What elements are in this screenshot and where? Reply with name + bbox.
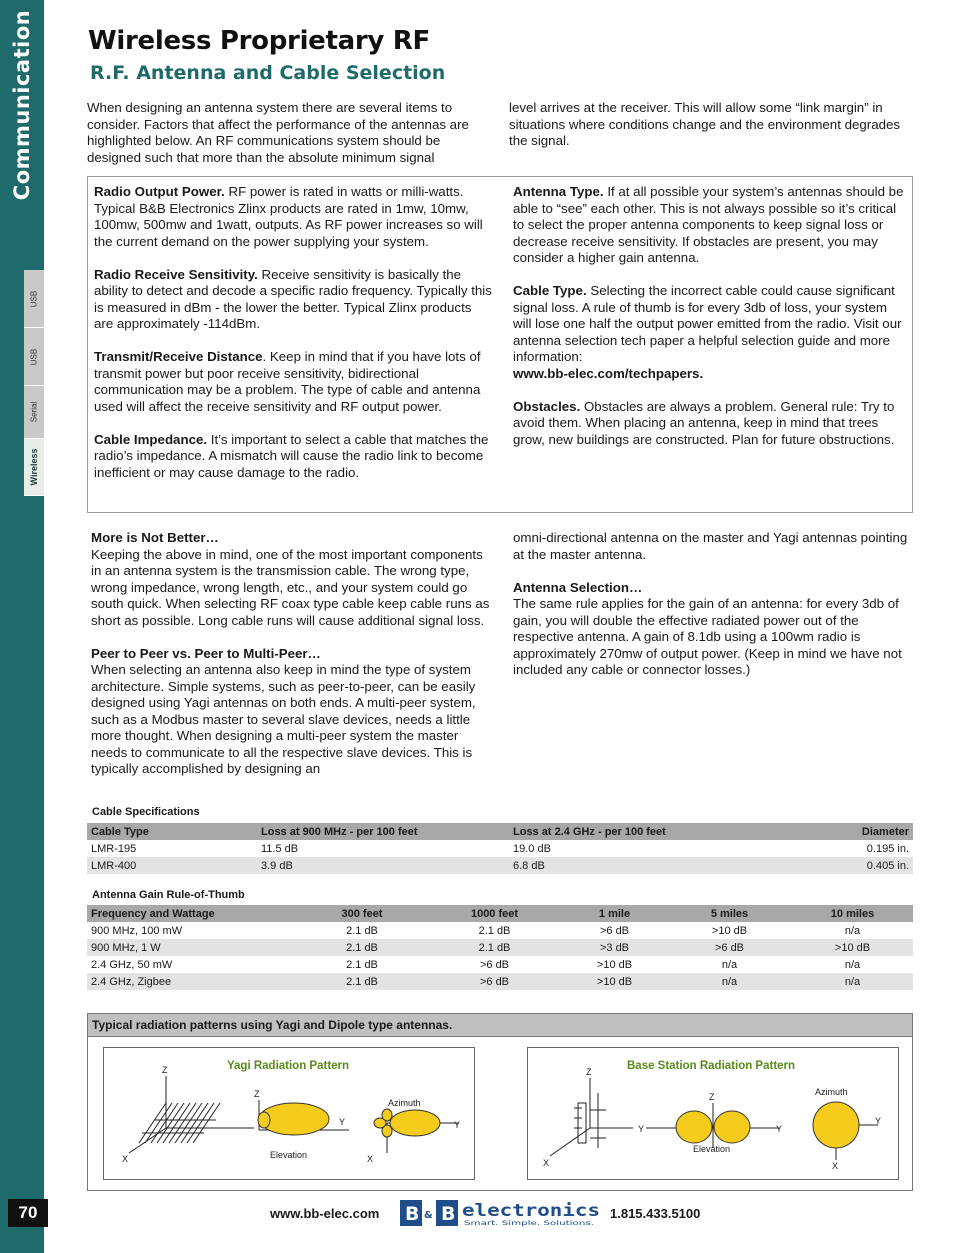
yagi-pattern-graphic (104, 1048, 474, 1179)
table-cell: 19.0 dB (513, 842, 551, 855)
yagi-z-label: Z (162, 1065, 168, 1075)
table-cell: 2.1 dB (297, 973, 427, 990)
base-z2-label: Z (709, 1092, 715, 1102)
table-row (87, 973, 913, 990)
factor-text: RF power is rated in watts or milli-watts. Typical B&B Electronics Zlinx products are rated in 1mw, 10mw, 100mw, 500mw and 1watt, outputs. As RF power increases so will the current demand on the power supplying your system. (94, 184, 483, 249)
column-header: Frequency and Wattage (87, 905, 297, 922)
table-cell: 3.9 dB (257, 857, 509, 874)
factor-label: Radio Receive Sensitivity. (94, 266, 258, 282)
logo-graphic (398, 1199, 603, 1227)
column-header: 1000 feet (427, 905, 562, 922)
table-cell: >6 dB (667, 939, 792, 956)
base-station-diagram (527, 1047, 899, 1180)
left-factor-1 (94, 267, 494, 333)
more-heading: More is Not Better… (91, 530, 219, 545)
yagi-y-label: Y (339, 1117, 346, 1127)
base-y3-label: Y (875, 1116, 882, 1126)
antenna-heading: Antenna Selection… (513, 579, 643, 595)
table-cell: LMR-400 (87, 857, 257, 874)
yagi-y2-label: Y (454, 1120, 461, 1130)
table-row (87, 840, 913, 857)
gain-table-header (87, 905, 913, 922)
gain-table (87, 905, 913, 990)
svg-text:&: & (424, 1210, 433, 1221)
gain-table-title: Antenna Gain Rule-of-Thumb (92, 889, 245, 901)
yagi-z2-label: Z (254, 1089, 260, 1099)
table-cell: n/a (792, 973, 913, 990)
table-cell: >6 dB (427, 973, 562, 990)
sidebar-tab-usb-1[interactable]: USB (24, 270, 44, 328)
svg-text:B: B (441, 1203, 456, 1225)
peer-continued: omni-directional antenna on the master and Yagi antennas pointing at the master antenna. (513, 530, 908, 562)
sidebar-tab-usb-2[interactable]: USB (24, 328, 44, 386)
factor-text: Receive sensitivity is basically the ability to detect and decode a specific radio frequency. Typically this is measured in dBm - the lower the better. Typical Zlinx products are approximately -114dBm. (94, 266, 492, 331)
left-factor-3 (94, 432, 494, 482)
cable-table-title: Cable Specifications (92, 806, 200, 818)
table-cell: 2.4 GHz, 50 mW (91, 958, 173, 971)
footer-phone: 1.815.433.5100 (610, 1206, 701, 1221)
table-cell: n/a (721, 958, 738, 971)
yagi-elevation-label: Elevation (270, 1150, 308, 1160)
table-cell: n/a (667, 973, 792, 990)
table-cell: 0.195 in. (866, 842, 909, 855)
sidebar-tab-wireless[interactable]: Wireless (24, 439, 44, 496)
base-y-label: Y (638, 1124, 645, 1134)
base-z-label: Z (586, 1067, 592, 1077)
page-title: Wireless Proprietary RF (88, 26, 430, 56)
page-number: 70 (8, 1199, 48, 1227)
yagi-x2-label: X (367, 1154, 374, 1164)
right-factor-2 (513, 399, 905, 449)
table-cell: 900 MHz, 100 mW (91, 924, 183, 937)
factors-left-column (94, 184, 494, 498)
factor-label: Radio Output Power. (94, 184, 225, 199)
base-y2-label: Y (776, 1124, 783, 1134)
table-cell: LMR-195 (91, 842, 137, 855)
svg-text:electronics: electronics (462, 1201, 600, 1221)
factor-text: If at all possible your system’s antennas should be able to “see” each other. This is not always possible so it’s critical to select the proper antenna components to keep signal loss or decrease receive sensitivity. If obstacles are present, you may consider a higher gain antenna. (513, 184, 904, 265)
table-cell: 2.1 dB (297, 939, 427, 956)
right-factor-0 (513, 184, 905, 267)
right-factor-1 (513, 283, 905, 382)
table-cell: 2.1 dB (427, 939, 562, 956)
factor-text: Obstacles are always a problem. General rule: Try to avoid them. When placing an antenna, keep in mind that trees grow, new buildings are constructed. Plan for future obstructions. (513, 398, 895, 447)
base-station-title: Base Station Radiation Pattern (627, 1060, 796, 1072)
table-cell: >10 dB (562, 973, 667, 990)
factor-label: Cable Impedance. (94, 431, 208, 447)
left-sections (91, 530, 491, 794)
peer-heading: Peer to Peer vs. Peer to Multi-Peer… (91, 645, 321, 661)
cable-table-header (87, 823, 913, 840)
antenna-text: The same rule applies for the gain of an antenna: for every 3db of gain, you will double the effective radiated power out of the respective antenna. A gain of 8.1db using a 100wm radio is approximately 270mw of output power. (Keep in mind we have not included any cable or connector losses.) (513, 596, 902, 677)
table-cell: >6 dB (479, 958, 510, 971)
factor-text: It’s important to select a cable that matches the radio’s impedance. A mismatch will cause the radio link to become inefficient or may cause damage to the radio. (94, 431, 489, 480)
column-header: Cable Type (87, 823, 257, 840)
techpapers-link[interactable]: www.bb-elec.com/techpapers. (513, 365, 704, 381)
yagi-x-label: X (122, 1154, 129, 1164)
intro-right: level arrives at the receiver. This will allow some “link margin” in situations where conditions change and the environment degrades the signal. (509, 100, 901, 148)
right-sections (513, 530, 913, 695)
table-cell: 11.5 dB (261, 842, 299, 855)
yagi-diagram (103, 1047, 475, 1180)
radiation-patterns-title: Typical radiation patterns using Yagi and Dipole type antennas. (88, 1014, 912, 1037)
left-factor-2 (94, 349, 494, 415)
table-cell: n/a (844, 958, 861, 971)
table-row (87, 922, 913, 939)
sidebar-tab-serial[interactable]: Serial (24, 386, 44, 439)
table-cell: >10 dB (792, 939, 913, 956)
table-cell: >6 dB (599, 924, 630, 937)
cable-table (87, 823, 913, 874)
base-elevation-label: Elevation (693, 1144, 731, 1154)
table-cell: 2.4 GHz, Zigbee (87, 973, 297, 990)
column-header: Loss at 900 MHz - per 100 feet (257, 823, 509, 840)
bb-electronics-logo (398, 1199, 603, 1227)
column-header: Loss at 2.4 GHz - per 100 feet (509, 823, 771, 840)
footer-url[interactable]: www.bb-elec.com (270, 1206, 380, 1221)
table-cell: 900 MHz, 1 W (87, 939, 297, 956)
peer-text: When selecting an antenna also keep in mind the type of system architecture. Simple systems, such as peer-to-peer, can be easily designed using Yagi antennas on both ends. A multi-peer system, such as a Modbus master to several slave devices, needs a little more thought. When designing a multi-peer system the master needs to communicate to all the respective slave devices. This is typically accomplished by designing an (91, 662, 476, 776)
table-cell: 0.405 in. (771, 857, 913, 874)
factor-text: Selecting the incorrect cable could cause significant signal loss. A rule of thumb is for every 3db of loss, your system will lose one half the output power emitted from the radio. Visit our antenna selection tech paper a helpful selection guide and more information: (513, 283, 902, 364)
yagi-azimuth-label: Azimuth (388, 1098, 421, 1108)
column-header: 300 feet (297, 905, 427, 922)
column-header: 10 miles (792, 905, 913, 922)
table-cell: 2.1 dB (346, 924, 378, 937)
factors-right-column (513, 184, 905, 465)
more-text: Keeping the above in mind, one of the most important components in an antenna system is the transmission cable. The wrong type, wrong impedance, wrong length, etc., and your system could go south quick. When selecting RF coax type cable keep cable runs as short as possible. Long cable runs will cause additional signal loss. (91, 546, 490, 628)
base-station-pattern-graphic (528, 1048, 898, 1179)
table-cell: 2.1 dB (346, 958, 378, 971)
left-factor-0 (94, 184, 494, 250)
svg-text:B: B (405, 1203, 420, 1225)
factor-label: Transmit/Receive Distance (94, 349, 263, 364)
base-x-label: X (543, 1158, 550, 1168)
table-row (87, 857, 913, 874)
column-header: 1 mile (562, 905, 667, 922)
base-azimuth-label: Azimuth (815, 1087, 848, 1097)
table-cell: 2.1 dB (478, 924, 511, 937)
sidebar-title: Communication (10, 9, 34, 201)
base-x2-label: X (832, 1161, 839, 1171)
table-row (87, 939, 913, 956)
column-header: 5 miles (667, 905, 792, 922)
factor-label: Cable Type. (513, 283, 587, 298)
factor-label: Antenna Type. (513, 184, 604, 199)
svg-text:Smart. Simple. Solutions.: Smart. Simple. Solutions. (464, 1220, 595, 1227)
intro-left: When designing an antenna system there are several items to consider. Factors that affect the performance of the antennas are highlighted below. An RF communications system should be designed such that more than the absolute minimum signal (87, 100, 469, 165)
table-cell: >3 dB (562, 939, 667, 956)
factor-text: . Keep in mind that if you have lots of transmit power but poor receive sensitivity, bidirectional communication may be a problem. The type of cable and antenna used will affect the receive sensitivity and RF output power. (94, 349, 481, 414)
table-cell: >10 dB (596, 958, 633, 971)
table-cell: 6.8 dB (509, 857, 771, 874)
factor-label: Obstacles. (513, 398, 581, 414)
table-cell: >10 dB (711, 924, 748, 937)
table-row (87, 956, 913, 973)
page-subtitle: R.F. Antenna and Cable Selection (90, 62, 446, 84)
table-cell: n/a (844, 924, 861, 937)
radiation-patterns-box (87, 1013, 913, 1191)
yagi-title: Yagi Radiation Pattern (227, 1060, 350, 1072)
column-header: Diameter (771, 823, 913, 840)
